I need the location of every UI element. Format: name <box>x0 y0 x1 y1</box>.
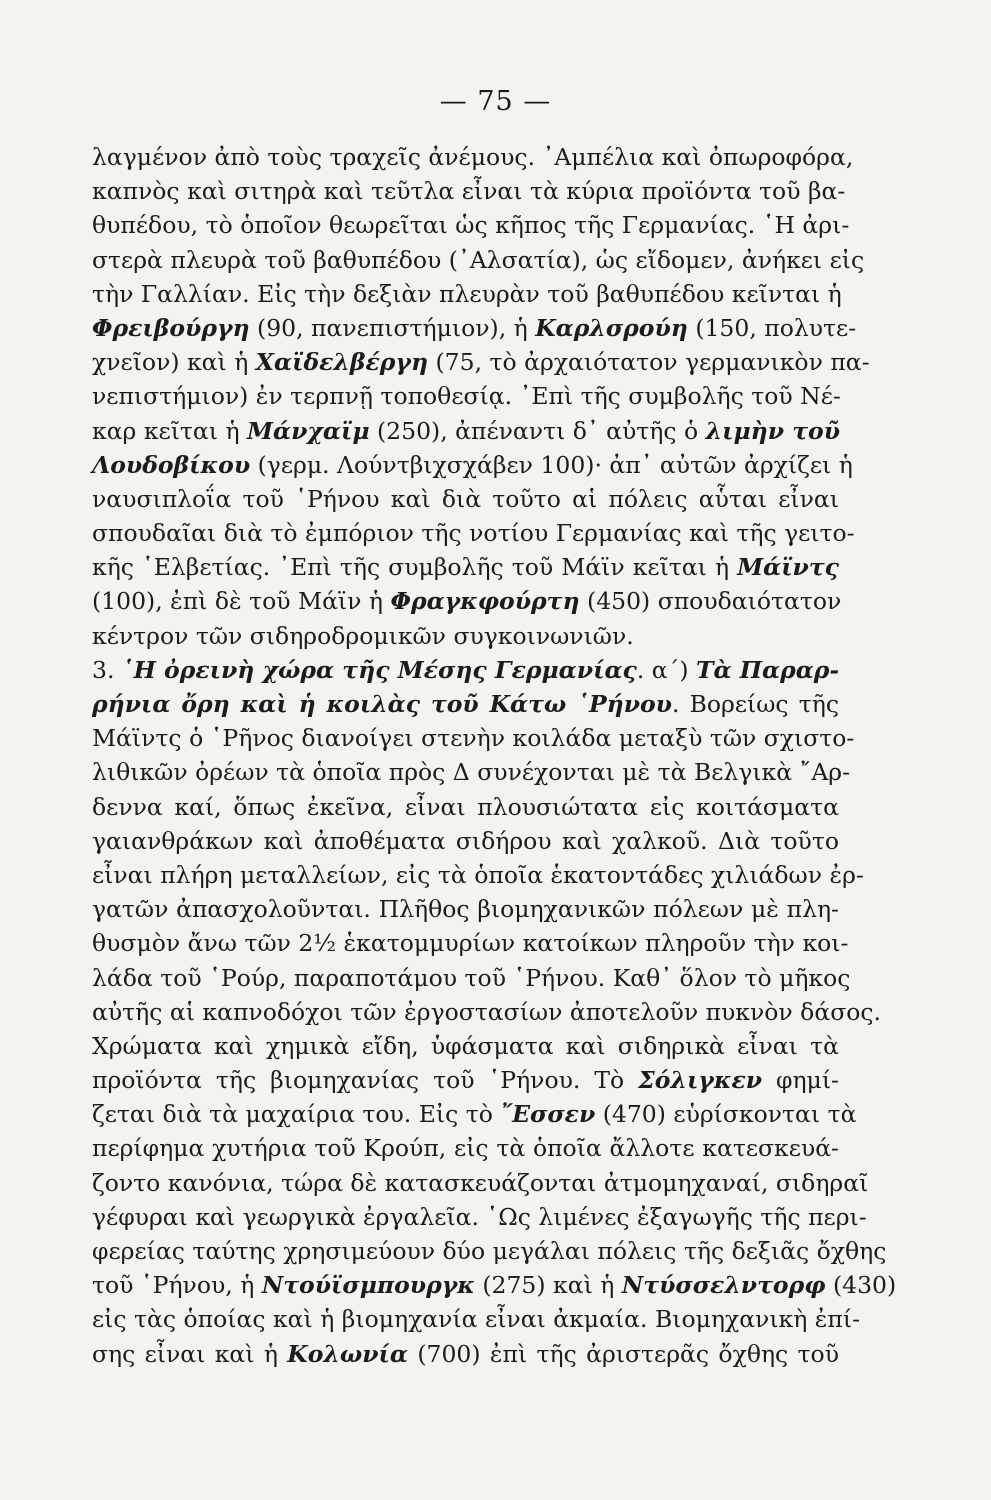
text-line <box>92 482 839 516</box>
text-run: τοῦ ῾Ρήνου, ἡ <box>92 1271 262 1300</box>
emphasized-term: ῾Η ὀρεινὴ χώρα τῆς Μέσης Γερμανίας <box>121 655 637 684</box>
text-run: 3. <box>92 655 122 684</box>
text-run: κῆς ῾Ελβετίας. ᾿Επὶ τῆς συμβολῆς τοῦ Μάϊν κεῖται ἡ <box>92 553 738 582</box>
text-run: θυσμὸν ἄνω τῶν 2½ ἑκατομμυρίων κατοίκων πληροῦν τὴν κοι- <box>92 929 849 958</box>
emphasized-term: Μάϊντς <box>737 553 839 582</box>
text-line <box>92 687 839 721</box>
text-line <box>92 824 839 858</box>
text-line <box>92 516 855 550</box>
emphasized-term: Φραγκφούρτη <box>390 587 580 616</box>
text-line <box>92 961 851 995</box>
text-run: εἰς τὰς ὁποίας καὶ ἡ βιομηχανία εἶναι ἀκμαία. Βιομηχανικὴ ἐπί- <box>92 1305 861 1334</box>
text-line <box>92 1063 839 1097</box>
text-run: (430) <box>825 1271 897 1300</box>
text-run: ναυσιπλοΐα τοῦ ῾Ρήνου καὶ διὰ τοῦτο αἱ πόλεις αὗται εἶναι <box>92 484 839 513</box>
emphasized-term: ῎Εσσεν <box>500 1100 596 1129</box>
text-run: χνεῖον) καὶ ἡ <box>92 348 256 377</box>
emphasized-term: Φρειβούργη <box>92 313 250 342</box>
text-line <box>92 892 839 926</box>
text-run: (90, πανεπιστήμιον), ἡ <box>249 313 536 342</box>
text-line <box>92 550 839 584</box>
text-run: στερὰ πλευρὰ τοῦ βαθυπέδου (᾿Αλσατία), ὡς εἴδομεν, ἀνήκει εἰς <box>92 245 865 274</box>
page-number: — 75 — <box>439 86 552 117</box>
text-run: προϊόντα τῆς βιομηχανίας τοῦ ῾Ρήνου. Τὸ <box>92 1066 639 1095</box>
text-line <box>92 1302 861 1336</box>
text-run: γέφυραι καὶ γεωργικὰ ἐργαλεῖα. ῾Ως λιμένες ἐξαγωγῆς τῆς περι- <box>92 1202 867 1231</box>
text-line <box>92 995 882 1029</box>
text-run: ζοντο κανόνια, τώρα δὲ κατασκευάζονται ἀτμομηχαναί, σιδηραῖ <box>92 1168 869 1197</box>
text-line <box>92 448 853 482</box>
text-run: φημί- <box>762 1066 839 1095</box>
text-line <box>92 653 839 687</box>
body-text <box>92 140 897 1371</box>
text-run: . α´) <box>636 655 697 684</box>
text-line <box>92 1097 857 1131</box>
emphasized-term: Ντύσσελντορφ <box>621 1271 826 1300</box>
text-line <box>92 277 842 311</box>
text-run: λαγμένον ἀπὸ τοὺς τραχεῖς ἀνέμους. ᾿Αμπέλια καὶ ὀπωροφόρα, <box>92 143 854 171</box>
text-run: σπουδαῖαι διὰ τὸ ἐμπόριον τῆς νοτίου Γερμανίας καὶ τῆς γειτο- <box>92 519 855 548</box>
text-line <box>92 1131 839 1165</box>
emphasized-term: Λουδοβίκου <box>92 450 251 479</box>
text-run: καρ κεῖται ἡ <box>92 416 248 445</box>
text-run: κέντρον τῶν σιδηροδρομικῶν συγκοινωνιῶν. <box>92 621 634 650</box>
text-run: ζεται διὰ τὰ μαχαίρια του. Εἰς τὸ <box>92 1100 501 1129</box>
text-line <box>92 140 854 174</box>
emphasized-term: Καρλσρούη <box>535 313 688 342</box>
text-line <box>92 858 864 892</box>
text-line <box>92 1166 869 1200</box>
text-run: λάδα τοῦ ῾Ρούρ, παραποτάμου τοῦ ῾Ρήνου. Καθ᾿ ὅλον τὸ μῆκος <box>92 963 851 992</box>
text-line <box>92 208 850 242</box>
text-line <box>92 619 839 653</box>
text-line <box>92 755 851 789</box>
text-run: (γερμ. Λούντβιχσχάβεν 100)· ἀπ᾿ αὐτῶν ἀρχίζει ἡ <box>250 450 853 479</box>
emphasized-term: Κολωνία <box>287 1339 409 1368</box>
text-run: (150, πολυτε- <box>687 313 857 342</box>
text-run: περίφημα χυτήρια τοῦ Κρούπ, εἰς τὰ ὁποῖα ἄλλοτε κατεσκευά- <box>92 1134 839 1163</box>
emphasized-term: Μάνχαϊμ <box>247 416 370 445</box>
text-run: φερείας ταύτης χρησιμεύουν δύο μεγάλαι πόλεις τῆς δεξιᾶς ὄχθης <box>92 1237 887 1265</box>
text-run: δεννα καί, ὅπως ἐκεῖνα, εἶναι πλουσιώτατα εἰς κοιτάσματα <box>92 792 839 821</box>
emphasized-term: λιμὴν τοῦ <box>705 416 841 445</box>
text-run: σης εἶναι καὶ ἡ <box>92 1339 288 1368</box>
text-line <box>92 345 870 379</box>
text-line <box>92 174 846 208</box>
text-run: (250), ἀπέναντι δ᾿ αὐτῆς ὁ <box>369 416 706 445</box>
text-run: αὐτῆς αἱ καπνοδόχοι τῶν ἐργοστασίων ἀποτελοῦν πυκνὸν δάσος. <box>92 997 882 1026</box>
text-line <box>92 1029 839 1063</box>
text-run: (450) σπουδαιότατον <box>579 587 842 616</box>
text-run: θυπέδου, τὸ ὁποῖον θεωρεῖται ὡς κῆπος τῆς Γερμανίας. ῾Η ἀρι- <box>92 211 850 240</box>
text-run: λιθικῶν ὀρέων τὰ ὁποῖα πρὸς Δ συνέχονται μὲ τὰ Βελγικὰ ῎Αρ- <box>92 758 851 787</box>
text-run: (100), ἐπὶ δὲ τοῦ Μάϊν ἡ <box>92 587 391 616</box>
emphasized-term: Ντούϊσμπουργκ <box>261 1271 475 1300</box>
text-line <box>92 243 865 277</box>
text-run: Μάϊντς ὁ ῾Ρῆνος διανοίγει στενὴν κοιλάδα μεταξὺ τῶν σχιστο- <box>92 724 855 753</box>
text-run: γατῶν ἀπασχολοῦνται. Πλῆθος βιομηχανικῶν πόλεων μὲ πλη- <box>92 895 839 924</box>
text-run: νεπιστήμιον) ἐν τερπνῇ τοποθεσίᾳ. ᾿Επὶ τῆς συμβολῆς τοῦ Νέ- <box>92 382 841 411</box>
text-run: εἶναι πλήρη μεταλλείων, εἰς τὰ ὁποῖα ἑκατοντάδες χιλιάδων ἐρ- <box>92 860 864 889</box>
text-line <box>92 1234 887 1268</box>
text-line <box>92 1200 867 1234</box>
emphasized-term: ρήνια ὄρη καὶ ἡ κοιλὰς τοῦ Κάτω ῾Ρήνου <box>92 690 672 718</box>
text-line <box>92 1268 897 1302</box>
text-run: Χρώματα καὶ χημικὰ εἴδη, ὑφάσματα καὶ σιδηρικὰ εἶναι τὰ <box>92 1031 839 1060</box>
text-run: (470) εὑρίσκονται τὰ <box>595 1100 857 1129</box>
text-line <box>92 311 857 345</box>
text-run: (700) ἐπὶ τῆς ἀριστερᾶς ὄχθης τοῦ <box>408 1339 839 1368</box>
text-run: . Βορείως τῆς <box>671 690 839 718</box>
emphasized-term: Χαϊδελβέργη <box>255 348 429 377</box>
text-line <box>92 721 855 755</box>
text-line <box>92 379 839 413</box>
text-line <box>92 926 849 960</box>
text-run: γαιανθράκων καὶ ἀποθέματα σιδήρου καὶ χαλκοῦ. Διὰ τοῦτο <box>92 826 839 855</box>
emphasized-term: Σόλιγκεν <box>638 1066 763 1095</box>
text-run: (75, τὸ ἀρχαιότατον γερμανικὸν πα- <box>428 348 870 377</box>
text-run: τὴν Γαλλίαν. Εἰς τὴν δεξιὰν πλευρὰν τοῦ βαθυπέδου κεῖνται ἡ <box>92 279 842 308</box>
text-line <box>92 1337 839 1371</box>
text-line <box>92 790 839 824</box>
text-run: (275) καὶ ἡ <box>474 1271 622 1300</box>
text-run: καπνὸς καὶ σιτηρὰ καὶ τεῦτλα εἶναι τὰ κύρια προϊόντα τοῦ βα- <box>92 177 846 206</box>
text-line <box>92 584 842 618</box>
emphasized-term: Τὰ Παραρ- <box>696 655 840 684</box>
text-line <box>92 414 839 448</box>
